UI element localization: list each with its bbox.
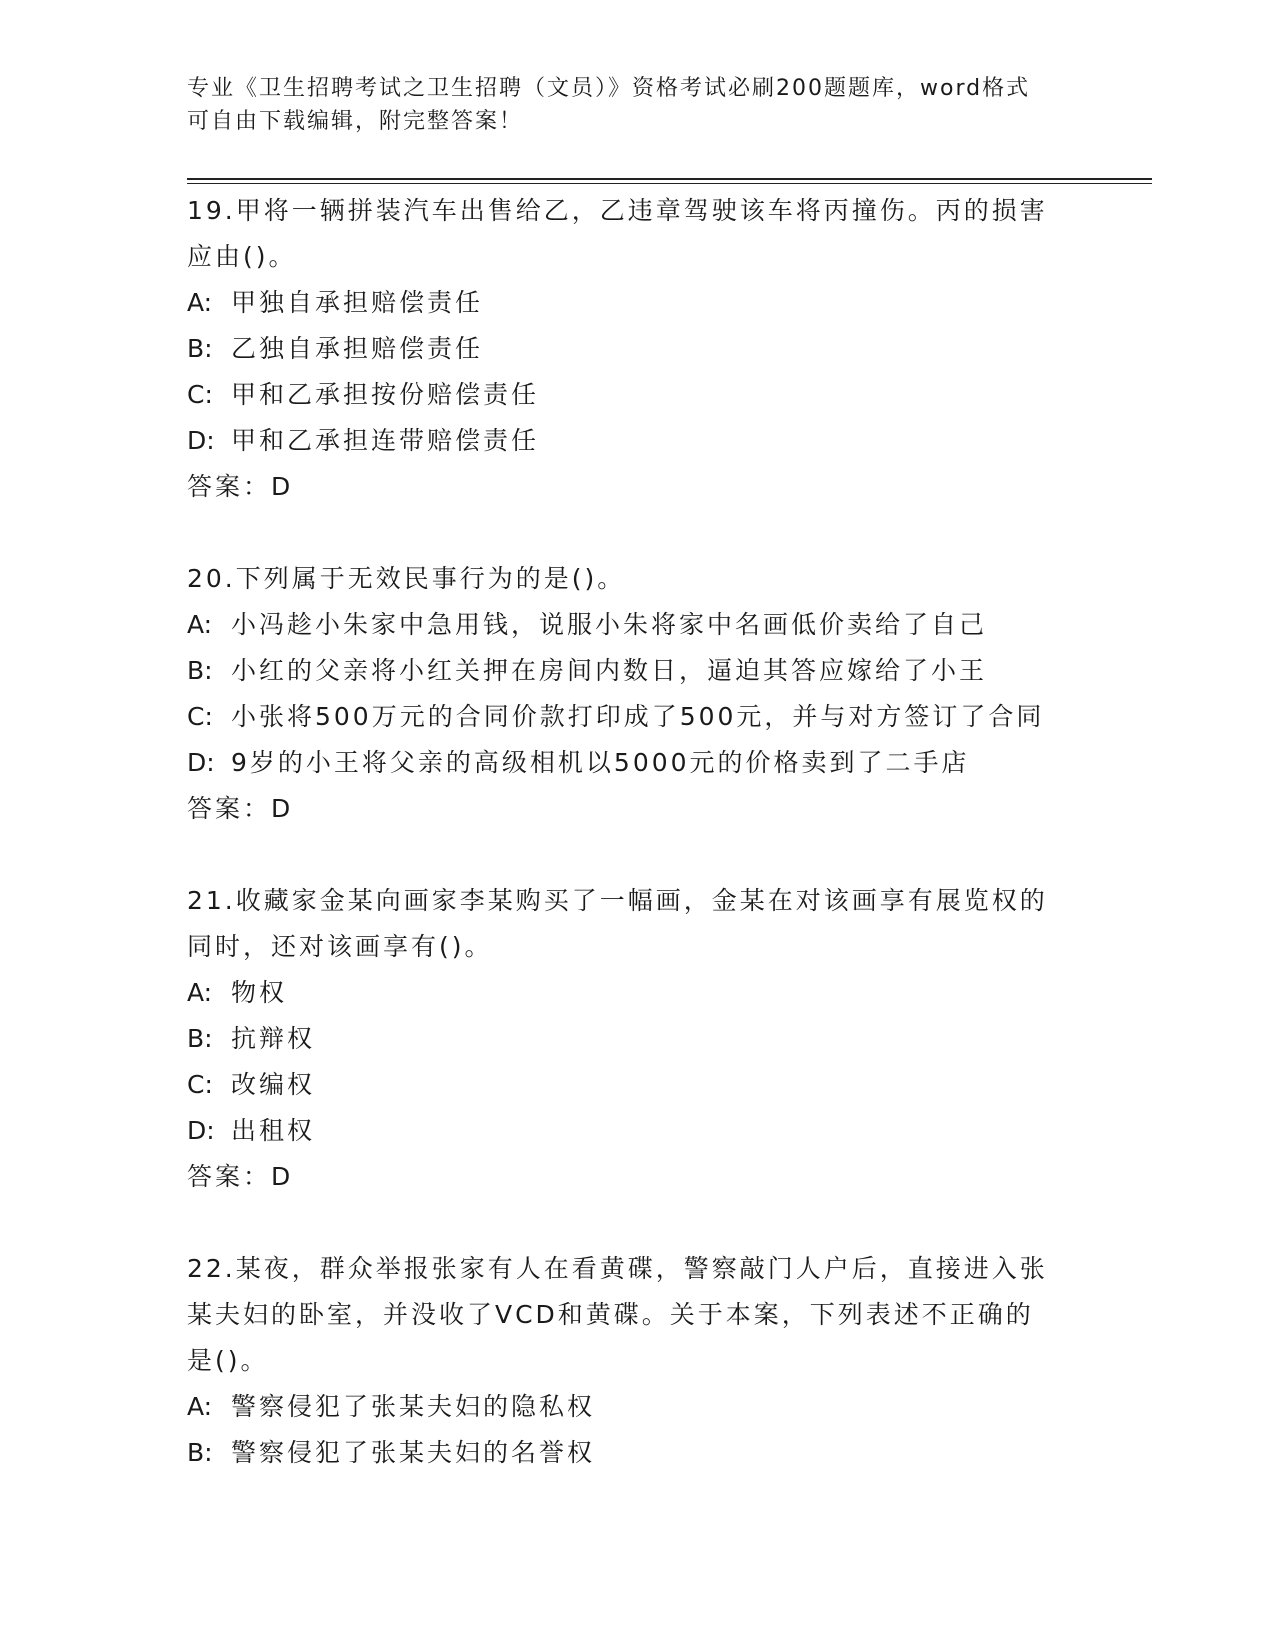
option-text: 小红的父亲将小红关押在房间内数日，逼迫其答应嫁给了小王	[231, 656, 988, 685]
option-item	[187, 1384, 1087, 1430]
option-text: 改编权	[231, 1070, 316, 1099]
option-item	[187, 694, 1087, 740]
option-text: 甲和乙承担连带赔偿责任	[231, 426, 540, 455]
option-item	[187, 740, 1087, 786]
option-text: 9岁的小王将父亲的高级相机以5000元的价格卖到了二手店	[231, 748, 970, 777]
option-item	[187, 1062, 1087, 1108]
question-spacer	[187, 832, 1087, 878]
option-text: 乙独自承担赔偿责任	[231, 334, 484, 363]
option-letter: C:	[187, 1070, 213, 1099]
option-item	[187, 970, 1087, 1016]
option-text: 小张将500万元的合同价款打印成了500元，并与对方签订了合同	[231, 702, 1045, 731]
question-spacer	[187, 1200, 1087, 1246]
header-divider	[187, 178, 1152, 184]
answer-text: 答案：D	[187, 1162, 294, 1191]
question-block	[187, 1246, 1087, 1476]
option-item	[187, 1430, 1087, 1476]
question-text: 21.收藏家金某向画家李某购买了一幅画，金某在对该画享有展览权的	[187, 886, 1048, 915]
option-item	[187, 326, 1087, 372]
question-block	[187, 556, 1087, 832]
option-letter: B:	[187, 1438, 213, 1467]
option-letter: A:	[187, 288, 213, 317]
option-letter: B:	[187, 334, 213, 363]
option-letter: B:	[187, 656, 213, 685]
answer-text: 答案：D	[187, 472, 294, 501]
option-letter: B:	[187, 1024, 213, 1053]
question-text: 同时，还对该画享有()。	[187, 932, 493, 961]
option-letter: A:	[187, 1392, 213, 1421]
option-letter: A:	[187, 978, 213, 1007]
option-item	[187, 602, 1087, 648]
option-text: 甲独自承担赔偿责任	[231, 288, 484, 317]
question-block	[187, 878, 1087, 1200]
header-line-2: 可自由下载编辑，附完整答案！	[187, 109, 524, 134]
option-text: 抗辩权	[231, 1024, 316, 1053]
option-letter: C:	[187, 702, 213, 731]
question-text: 19.甲将一辆拼装汽车出售给乙，乙违章驾驶该车将丙撞伤。丙的损害	[187, 196, 1048, 225]
question-list	[187, 188, 1087, 1476]
option-letter: A:	[187, 610, 213, 639]
option-text: 小冯趁小朱家中急用钱，说服小朱将家中名画低价卖给了自己	[231, 610, 988, 639]
option-item	[187, 372, 1087, 418]
answer-text: 答案：D	[187, 794, 294, 823]
document-header	[187, 72, 1067, 138]
question-text: 应由()。	[187, 242, 297, 271]
header-line-1: 专业《卫生招聘考试之卫生招聘（文员）》资格考试必刷200题题库，word格式	[187, 76, 1031, 101]
option-text: 出租权	[231, 1116, 316, 1145]
option-letter: D:	[187, 426, 215, 455]
option-text: 甲和乙承担按份赔偿责任	[231, 380, 540, 409]
option-letter: D:	[187, 1116, 215, 1145]
option-text: 警察侵犯了张某夫妇的隐私权	[231, 1392, 596, 1421]
question-block	[187, 188, 1087, 510]
question-spacer	[187, 510, 1087, 556]
question-text: 20.下列属于无效民事行为的是()。	[187, 564, 626, 593]
option-text: 物权	[231, 978, 288, 1007]
question-text: 22.某夜，群众举报张家有人在看黄碟，警察敲门人户后，直接进入张	[187, 1254, 1048, 1283]
option-item	[187, 1108, 1087, 1154]
option-item	[187, 1016, 1087, 1062]
option-letter: C:	[187, 380, 213, 409]
option-item	[187, 648, 1087, 694]
question-text: 某夫妇的卧室，并没收了VCD和黄碟。关于本案，下列表述不正确的	[187, 1300, 1034, 1329]
option-text: 警察侵犯了张某夫妇的名誉权	[231, 1438, 596, 1467]
option-item	[187, 418, 1087, 464]
option-item	[187, 280, 1087, 326]
option-letter: D:	[187, 748, 215, 777]
question-text: 是()。	[187, 1346, 269, 1375]
